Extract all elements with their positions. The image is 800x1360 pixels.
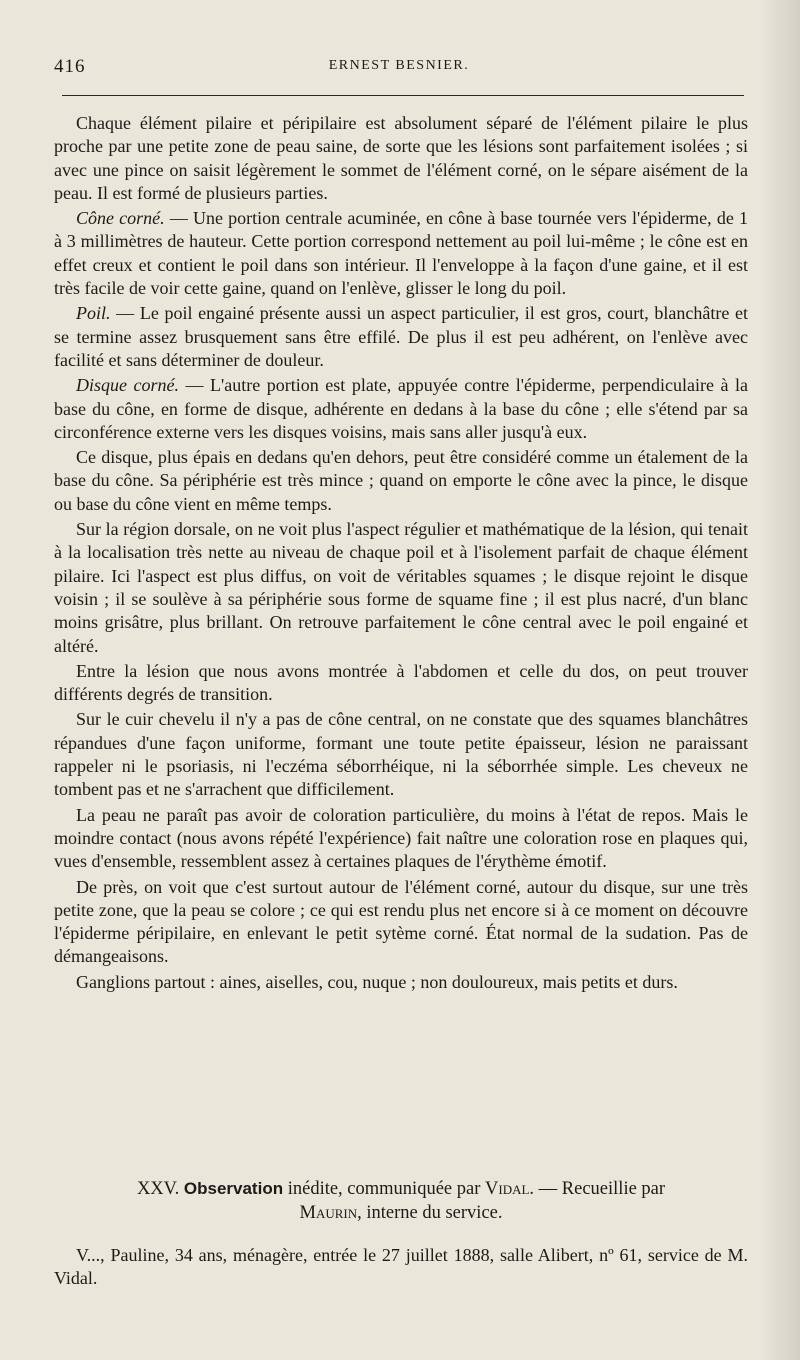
closing-text [54, 1244, 748, 1291]
section-bold-word: Observation [183, 1179, 284, 1198]
paragraph-text: Entre la lésion que nous avons montrée à l'abdomen et celle du dos, on peut trouver différents degrés de transition. [54, 660, 748, 705]
paragraph-text: La peau ne paraît pas avoir de coloration particulière, du moins à l'état de repos. Mais le moindre contact (nous avons répété l'expérience) fait naître une coloration rose en plaques qui, vues d'ensemble, ressemblent assez à certaines plaques de l'érythème émotif. [54, 804, 748, 872]
paragraph [54, 446, 748, 516]
paragraph [54, 374, 748, 444]
paragraph-lead: Poil. [76, 303, 111, 324]
page-edge-shadow [760, 0, 800, 1360]
paragraph [54, 876, 748, 969]
paragraph-text: Chaque élément pilaire et péripilaire est absolument séparé de l'élément pilaire le plus proche par une petite zone de peau saine, de sorte que les lésions sont parfaitement isolées ; si avec une pince on saisit légèrement le sommet de l'élément corné, on le sépare aisément de la peau. Il est formé de plusieurs parties. [54, 113, 748, 203]
page-header [54, 56, 744, 80]
section-text: . — Recueillie par [529, 1179, 666, 1199]
body-text [54, 112, 748, 996]
paragraph [54, 207, 748, 300]
section-text: , interne du service. [357, 1202, 503, 1223]
paragraph-text: Sur le cuir chevelu il n'y a pas de cône central, on ne constate que des squames blanchâtres répandues d'une façon uniforme, formant une toute petite épaisseur, lésion ne paraissant rappeler ni le psoriasis, ni l'eczéma séborrhéique, ni la séborrhée simple. Les cheveux ne tombent pas et ne s'arrachent que difficilement. [54, 709, 748, 800]
paragraph [54, 660, 748, 707]
paragraph-text: — L'autre portion est plate, appuyée contre l'épiderme, perpendiculaire à la base du cône, en forme de disque, adhérente en dedans à la base du cône ; elle s'étend par sa circonférence externe vers les disques voisins, mais sans aller jusqu'à eux. [54, 375, 748, 442]
paragraph: V..., Pauline, 34 ans, ménagère, entrée le 27 juillet 1888, salle Alibert, nº 61, service de M. Vidal. [54, 1245, 748, 1289]
running-head: ERNEST BESNIER. [328, 58, 470, 73]
section-numeral: XXV. [136, 1179, 180, 1199]
paragraph [54, 804, 748, 874]
paragraph-lead: Disque corné. [76, 375, 179, 396]
paragraph [54, 708, 748, 801]
paragraph-text: De près, on voit que c'est surtout autour de l'élément corné, autour du disque, sur une très petite zone, que la peau se colore ; ce qui est rendu plus net encore si à ce moment on découvre l'épiderme péripilaire, en enlevant le petit sytème corné. État normal de la sudation. Pas de démangeaisons. [54, 876, 748, 967]
paragraph-text: Ce disque, plus épais en dedans qu'en dehors, peut être considéré comme un étalement de la base du cône. Sa périphérie est très mince ; quand on emporte le cône avec la pince, le disque ou base du cône vient en même temps. [54, 447, 748, 514]
paragraph-text: Sur la région dorsale, on ne voit plus l'aspect régulier et mathématique de la lésion, qui tenait à la localisation très nette au niveau de chaque poil et à l'isolement parfait de chaque élément pilaire. Ici l'aspect est plus diffus, on voit de véritables squames ; le disque rejoint le disque voisin ; il se soulève à sa périphérie sous forme de squame fine ; il est plus nacré, d'un blanc moins grisâtre, plus brillant. On retrouve parfaitement le cône central avec le poil engainé et altéré. [54, 519, 748, 656]
section-heading [54, 1177, 748, 1225]
paragraph [54, 302, 748, 372]
paragraph-lead: Cône corné. [76, 208, 165, 229]
header-rule [62, 95, 744, 96]
paragraph [54, 112, 748, 205]
paragraph-text: — Une portion centrale acuminée, en cône à base tournée vers l'épiderme, de 1 à 3 millimètres de hauteur. Cette portion correspond nettement au poil lui-même ; le cône est en effet creux et contient le poil dans son intérieur. Il l'enveloppe à la façon d'une gaine, et il est très facile de voir cette gaine, quand on l'enlève, glisser le long du poil. [54, 208, 749, 299]
page-number: 416 [54, 56, 86, 77]
section-name-vidal: Vidal [485, 1179, 530, 1199]
paragraph [54, 518, 748, 658]
paragraph-text: — Le poil engainé présente aussi un aspect particulier, il est gros, court, blanchâtre et se termine assez brusquement sans être effilé. De plus il est peu adhérent, on l'enlève avec facilité et sans déterminer de douleur. [54, 303, 748, 370]
paragraph [54, 971, 748, 994]
section-text: inédite, communiquée par [283, 1179, 485, 1199]
paragraph-text: Ganglions partout : aines, aiselles, cou, nuque ; non douloureux, mais petits et durs. [76, 971, 678, 992]
section-name-maurin: Maurin [299, 1202, 358, 1223]
